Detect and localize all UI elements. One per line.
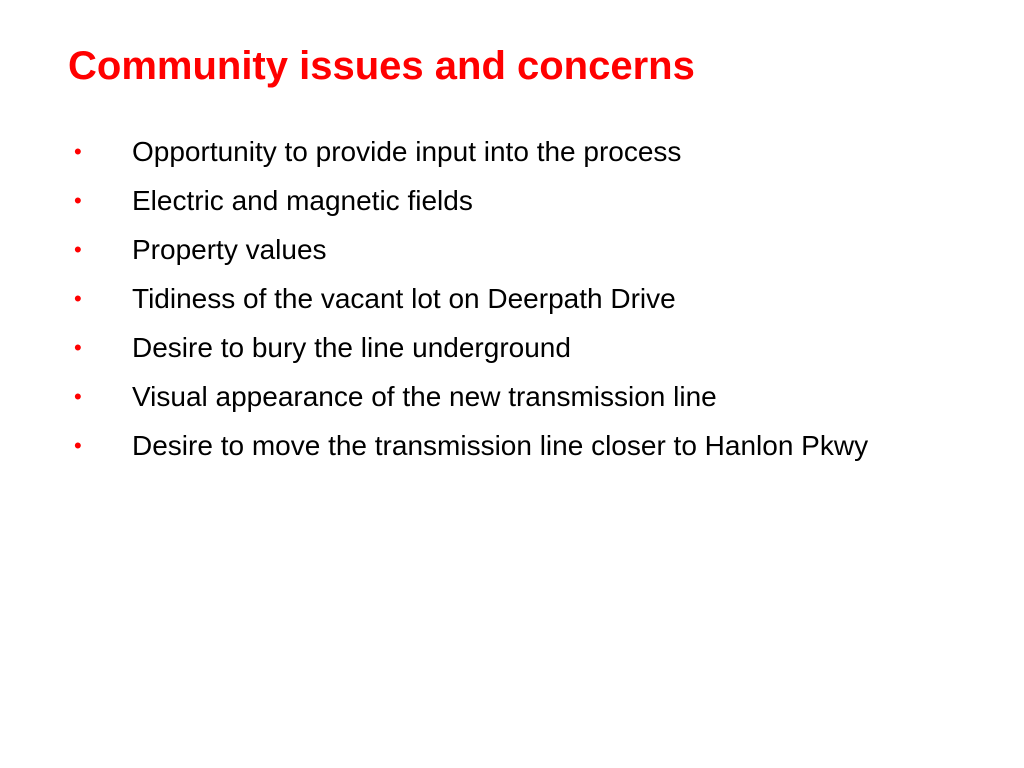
bullet-text: Opportunity to provide input into the process <box>132 136 682 167</box>
bullet-icon: • <box>74 335 82 360</box>
bullet-text: Visual appearance of the new transmission line <box>132 381 717 412</box>
slide-title: Community issues and concerns <box>68 44 695 88</box>
bullet-text: Desire to bury the line underground <box>132 332 571 363</box>
bullet-icon: • <box>74 188 82 213</box>
bullet-text: Tidiness of the vacant lot on Deerpath Drive <box>132 283 676 314</box>
bullet-text: Desire to move the transmission line closer to Hanlon Pkwy <box>132 430 869 461</box>
list-item <box>74 233 934 266</box>
list-item <box>74 184 934 217</box>
bullet-icon: • <box>74 139 82 164</box>
bullet-list <box>74 135 934 478</box>
bullet-icon: • <box>74 384 82 409</box>
bullet-icon: • <box>74 286 82 311</box>
list-item <box>74 331 934 364</box>
list-item <box>74 282 934 315</box>
bullet-icon: • <box>74 433 82 458</box>
list-item <box>74 380 934 413</box>
list-item <box>74 135 934 168</box>
bullet-icon: • <box>74 237 82 262</box>
bullet-text: Property values <box>132 234 327 265</box>
list-item <box>74 429 934 462</box>
bullet-text: Electric and magnetic fields <box>132 185 473 216</box>
